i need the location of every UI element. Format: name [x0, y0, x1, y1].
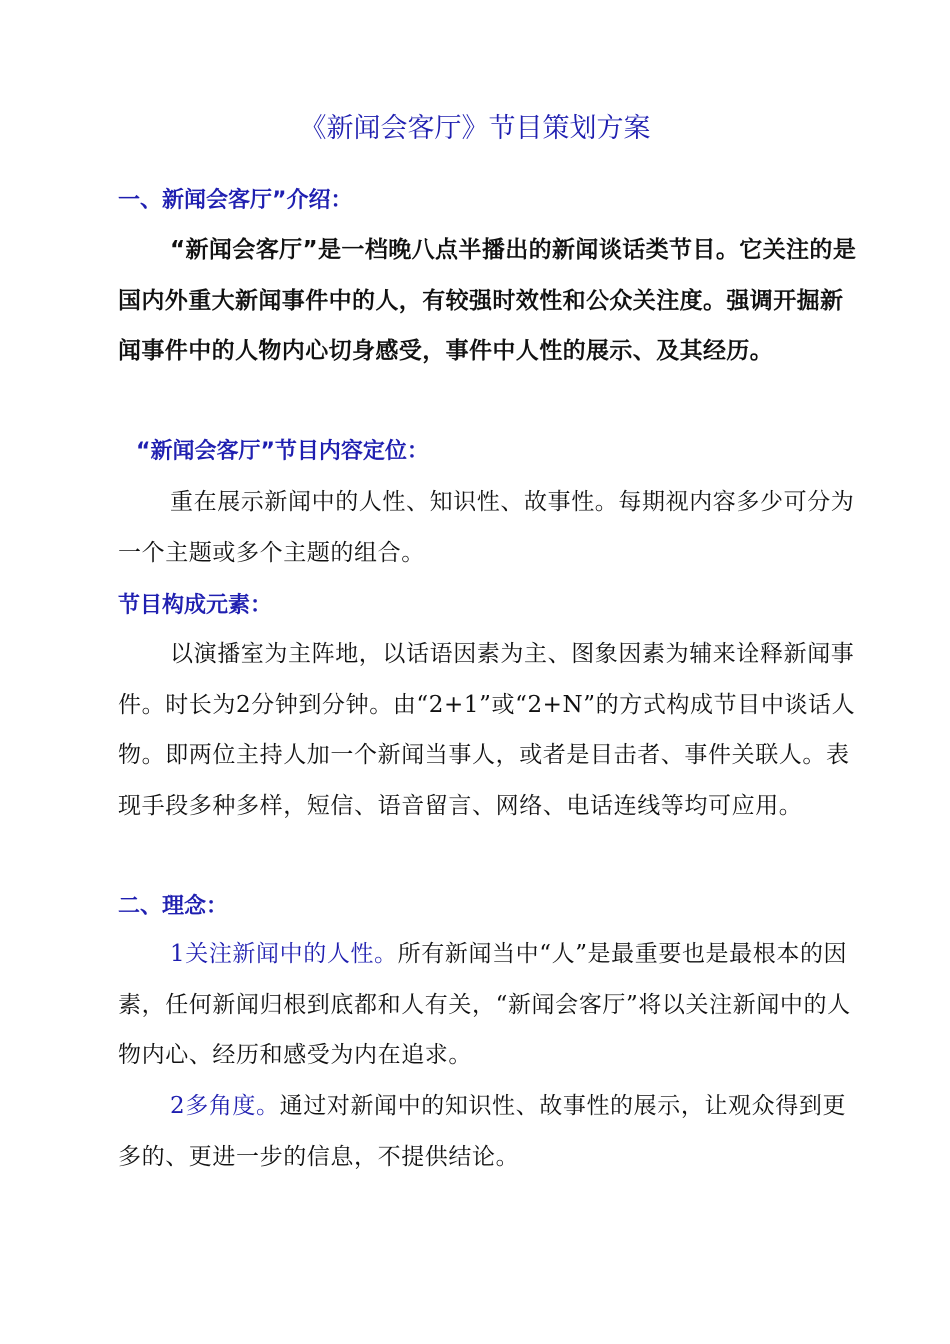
section-2-heading: 二、理念：	[118, 894, 229, 919]
document-title: 《新闻会客厅》节目策划方案	[299, 113, 651, 144]
elements-heading: 节目构成元素：	[118, 593, 273, 618]
concept-point-2-lead: 2多角度。	[170, 1093, 280, 1119]
section-1-heading: 一、新闻会客厅”介绍：	[118, 188, 353, 213]
concept-point-1-body: 所有新闻当中“人”是最重要也是最根本的因素，任何新闻归根到底都和人有关，“新闻会客厅”将以关注新闻中的人物内心、经历和感受为内在追求。	[118, 941, 851, 1068]
section-1-body: “新闻会客厅”是一档晚八点半播出的新闻谈话类节目。它关注的是国内外重大新闻事件中的人，有较强时效性和公众关注度。强调开掘新闻事件中的人物内心切身感受，事件中人性的展示、及其经历。	[118, 237, 857, 364]
elements-body: 以演播室为主阵地，以话语因素为主、图象因素为辅来诠释新闻事件。时长为2分钟到分钟。由“2+1”或“2+N”的方式构成节目中谈话人物。即两位主持人加一个新闻当事人，或者是目击者、事件关联人。表现手段多种多样，短信、语音留言、网络、电话连线等均可应用。	[118, 641, 856, 819]
concept-point-1-lead: 1关注新闻中的人性。	[170, 941, 398, 967]
concept-point-2-body: 通过对新闻中的知识性、故事性的展示，让观众得到更多的、更进一步的信息，不提供结论。	[118, 1093, 847, 1170]
positioning-body: 重在展示新闻中的人性、知识性、故事性。每期视内容多少可分为一个主题或多个主题的组合。	[118, 489, 855, 566]
concept-point-2	[118, 1081, 858, 1182]
positioning-heading: “新闻会客厅”节目内容定位：	[136, 439, 429, 464]
concept-point-1	[118, 929, 858, 1081]
